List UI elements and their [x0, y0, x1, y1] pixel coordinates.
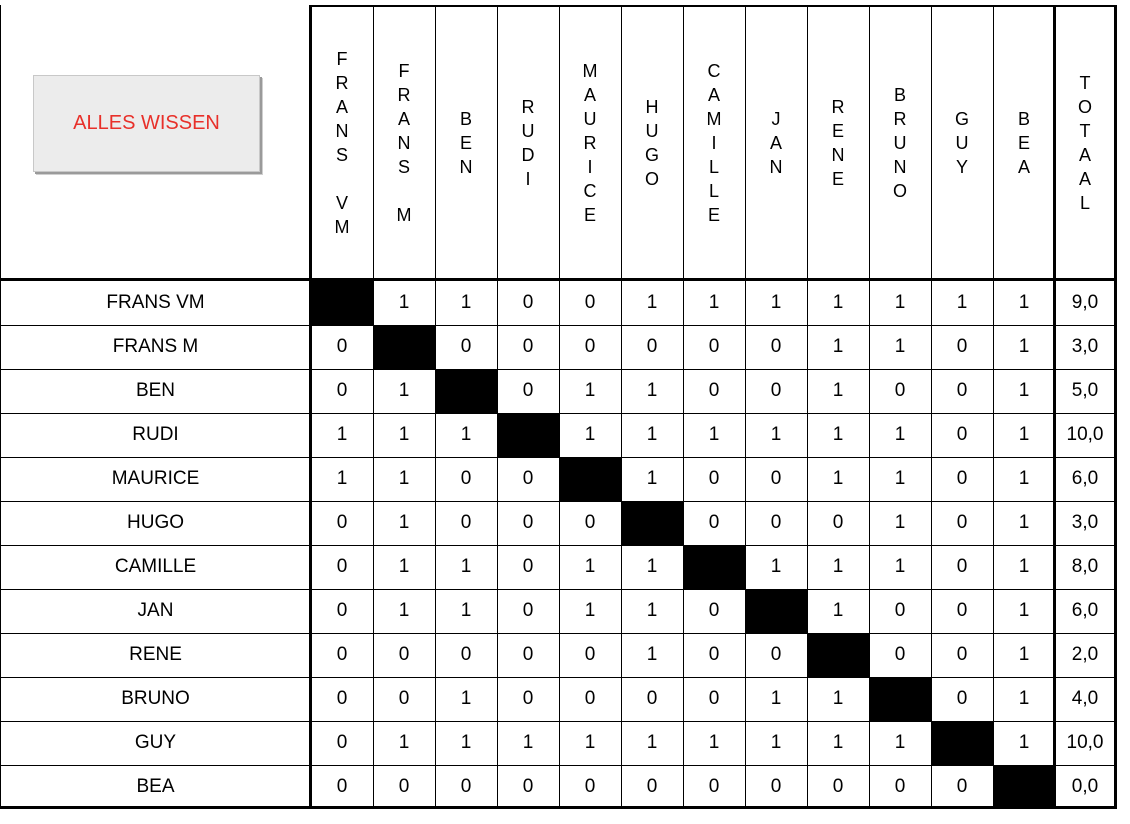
- grid-line: [993, 5, 994, 809]
- grid-line: [1053, 5, 1056, 809]
- score-cell[interactable]: 0: [336, 512, 348, 533]
- score-cell[interactable]: 1: [832, 556, 844, 577]
- score-cell[interactable]: 1: [1018, 336, 1030, 357]
- total-cell: 6,0: [1071, 468, 1099, 489]
- score-cell[interactable]: 1: [832, 688, 844, 709]
- score-cell[interactable]: 1: [460, 424, 472, 445]
- grid-line: [309, 5, 312, 809]
- score-cell[interactable]: 1: [460, 291, 472, 313]
- score-cell[interactable]: 1: [646, 291, 658, 313]
- score-cell[interactable]: 1: [584, 556, 596, 577]
- score-cell[interactable]: 1: [894, 732, 906, 753]
- score-cell[interactable]: 1: [1018, 380, 1030, 401]
- score-cell[interactable]: 1: [336, 468, 348, 489]
- score-cell[interactable]: 1: [398, 380, 410, 401]
- row-name: HUGO: [127, 512, 184, 533]
- column-header: [497, 6, 559, 280]
- score-cell[interactable]: 1: [336, 424, 348, 445]
- grid-line: [0, 5, 1, 280]
- score-cell[interactable]: 0: [956, 775, 968, 797]
- score-cell[interactable]: 0: [522, 600, 534, 621]
- grid-line: [931, 5, 932, 809]
- diagonal-cell: [497, 413, 559, 457]
- grid-line: [435, 5, 436, 809]
- score-cell[interactable]: 1: [708, 424, 720, 445]
- score-cell[interactable]: 1: [770, 732, 782, 753]
- row-name: JAN: [137, 600, 174, 621]
- column-header: [869, 6, 931, 280]
- diagonal-cell: [311, 280, 373, 325]
- row-name: RUDI: [132, 424, 179, 445]
- column-header: [621, 6, 683, 280]
- score-cell[interactable]: 0: [522, 380, 534, 401]
- diagonal-cell: [931, 721, 993, 765]
- total-cell: 8,0: [1071, 556, 1099, 577]
- score-cell[interactable]: 0: [708, 336, 720, 357]
- score-cell[interactable]: 0: [522, 644, 534, 665]
- row-name: CAMILLE: [114, 556, 197, 577]
- score-cell[interactable]: 0: [646, 775, 658, 797]
- score-cell[interactable]: 1: [894, 512, 906, 533]
- score-cell[interactable]: 1: [1018, 688, 1030, 709]
- score-cell[interactable]: 0: [584, 512, 596, 533]
- score-cell[interactable]: 0: [770, 775, 782, 797]
- score-cell[interactable]: 0: [708, 512, 720, 533]
- grid-line: [0, 280, 1, 809]
- column-header: [683, 6, 745, 280]
- column-header-label: T O T A A L: [1077, 73, 1092, 213]
- score-cell[interactable]: 1: [646, 732, 658, 753]
- score-cell[interactable]: 1: [832, 732, 844, 753]
- grid-line: [559, 5, 560, 809]
- grid-line: [807, 5, 808, 809]
- total-cell: 6,0: [1071, 600, 1099, 621]
- total-cell: 10,0: [1066, 424, 1104, 445]
- score-cell[interactable]: 1: [398, 424, 410, 445]
- score-cell[interactable]: 1: [646, 556, 658, 577]
- score-cell[interactable]: 0: [584, 336, 596, 357]
- score-cell[interactable]: 0: [584, 291, 596, 313]
- grid-line: [497, 5, 498, 809]
- column-header-label: R U D I: [521, 97, 535, 189]
- column-header-label: B E A: [1017, 109, 1030, 177]
- score-cell[interactable]: 0: [460, 775, 472, 797]
- row-name: GUY: [134, 732, 177, 753]
- score-cell[interactable]: 1: [584, 380, 596, 401]
- score-cell[interactable]: 1: [770, 688, 782, 709]
- score-cell[interactable]: 1: [646, 380, 658, 401]
- score-cell[interactable]: 1: [398, 291, 410, 313]
- column-header: [931, 6, 993, 280]
- score-cell[interactable]: 0: [956, 424, 968, 445]
- total-cell: 3,0: [1071, 512, 1099, 533]
- score-cell[interactable]: 0: [832, 775, 844, 797]
- score-cell[interactable]: 1: [398, 556, 410, 577]
- score-cell[interactable]: 0: [398, 775, 410, 797]
- grid-line: [1114, 5, 1117, 809]
- row-name: MAURICE: [111, 468, 200, 489]
- score-cell[interactable]: 0: [460, 336, 472, 357]
- score-cell[interactable]: 0: [708, 775, 720, 797]
- row-name: BEN: [135, 380, 176, 401]
- score-cell[interactable]: 0: [894, 600, 906, 621]
- score-cell[interactable]: 1: [1018, 512, 1030, 533]
- diagonal-cell: [869, 677, 931, 721]
- score-cell[interactable]: 0: [894, 775, 906, 797]
- column-header: [745, 6, 807, 280]
- total-cell: 5,0: [1071, 380, 1099, 401]
- score-cell[interactable]: 0: [956, 512, 968, 533]
- score-cell[interactable]: 1: [460, 600, 472, 621]
- clear-all-button[interactable]: ALLES WISSEN: [33, 75, 260, 172]
- score-cell[interactable]: 1: [1018, 644, 1030, 665]
- score-cell[interactable]: 1: [832, 424, 844, 445]
- score-cell[interactable]: 1: [894, 424, 906, 445]
- score-cell[interactable]: 1: [1018, 468, 1030, 489]
- score-cell[interactable]: 0: [522, 291, 534, 313]
- score-cell[interactable]: 1: [832, 380, 844, 401]
- score-cell[interactable]: 1: [646, 468, 658, 489]
- score-cell[interactable]: 0: [460, 468, 472, 489]
- column-header: [559, 6, 621, 280]
- score-cell[interactable]: 1: [522, 732, 534, 753]
- score-cell[interactable]: 0: [956, 688, 968, 709]
- score-cell[interactable]: 0: [584, 775, 596, 797]
- score-cell[interactable]: 0: [336, 380, 348, 401]
- score-cell[interactable]: 1: [584, 424, 596, 445]
- score-cell[interactable]: 1: [894, 556, 906, 577]
- diagonal-cell: [435, 369, 497, 413]
- score-cell[interactable]: 1: [584, 600, 596, 621]
- total-cell: 3,0: [1071, 336, 1099, 357]
- score-cell[interactable]: 1: [646, 600, 658, 621]
- score-cell[interactable]: 1: [1018, 291, 1030, 313]
- score-cell[interactable]: 1: [832, 336, 844, 357]
- diagonal-cell: [993, 765, 1055, 808]
- score-cell[interactable]: 0: [584, 688, 596, 709]
- score-cell[interactable]: 1: [894, 336, 906, 357]
- score-cell[interactable]: 0: [522, 512, 534, 533]
- score-cell[interactable]: 1: [708, 732, 720, 753]
- score-cell[interactable]: 0: [708, 468, 720, 489]
- score-cell[interactable]: 0: [956, 600, 968, 621]
- score-cell[interactable]: 1: [1018, 556, 1030, 577]
- column-header: [807, 6, 869, 280]
- score-cell[interactable]: 0: [522, 775, 534, 797]
- score-cell[interactable]: 0: [894, 644, 906, 665]
- score-cell[interactable]: 0: [770, 512, 782, 533]
- total-cell: 9,0: [1071, 291, 1099, 313]
- column-header-label: F R A N S M: [396, 61, 412, 225]
- score-cell[interactable]: 0: [460, 644, 472, 665]
- column-header-label: H U G O: [644, 97, 659, 189]
- score-cell[interactable]: 0: [398, 688, 410, 709]
- score-cell[interactable]: 0: [770, 380, 782, 401]
- grid-line: [621, 5, 622, 809]
- score-cell[interactable]: 1: [708, 291, 720, 313]
- score-cell[interactable]: 1: [460, 732, 472, 753]
- diagonal-cell: [683, 545, 745, 589]
- score-cell[interactable]: 0: [708, 600, 720, 621]
- score-cell[interactable]: 0: [522, 688, 534, 709]
- diagonal-cell: [745, 589, 807, 633]
- score-cell[interactable]: 1: [770, 556, 782, 577]
- score-cell[interactable]: 1: [460, 688, 472, 709]
- row-name: FRANS VM: [106, 291, 205, 313]
- score-cell[interactable]: 1: [832, 468, 844, 489]
- score-cell[interactable]: 0: [770, 336, 782, 357]
- column-header-label: F R A N S V M: [334, 49, 350, 237]
- row-name: RENE: [129, 644, 182, 665]
- column-header-label: M A U R I C E: [582, 61, 598, 225]
- column-header: [993, 6, 1055, 280]
- row-name: BRUNO: [121, 688, 190, 709]
- score-cell[interactable]: 1: [1018, 600, 1030, 621]
- total-cell: 2,0: [1071, 644, 1099, 665]
- score-cell[interactable]: 0: [522, 468, 534, 489]
- score-cell[interactable]: 0: [336, 600, 348, 621]
- column-header-label: J A N: [769, 109, 783, 177]
- score-cell[interactable]: 0: [770, 468, 782, 489]
- column-header-label: G U Y: [954, 109, 969, 177]
- column-header-label: R E N E: [831, 97, 845, 189]
- score-cell[interactable]: 0: [708, 380, 720, 401]
- score-cell[interactable]: 1: [646, 424, 658, 445]
- score-cell[interactable]: 1: [398, 512, 410, 533]
- score-cell[interactable]: 0: [956, 644, 968, 665]
- score-cell[interactable]: 0: [336, 688, 348, 709]
- diagonal-cell: [807, 633, 869, 677]
- score-cell[interactable]: 1: [584, 732, 596, 753]
- score-cell[interactable]: 0: [956, 468, 968, 489]
- score-cell[interactable]: 0: [336, 336, 348, 357]
- grid-line: [745, 5, 746, 809]
- score-cell[interactable]: 1: [770, 424, 782, 445]
- column-header-label: B R U N O: [892, 85, 907, 201]
- total-cell: 10,0: [1066, 732, 1104, 753]
- score-cell[interactable]: 0: [646, 336, 658, 357]
- score-cell[interactable]: 0: [336, 775, 348, 797]
- column-header-label: B E N: [459, 109, 473, 177]
- score-cell[interactable]: 1: [460, 556, 472, 577]
- score-cell[interactable]: 1: [398, 468, 410, 489]
- score-cell[interactable]: 0: [956, 336, 968, 357]
- score-cell[interactable]: 0: [956, 556, 968, 577]
- column-header: [435, 6, 497, 280]
- column-header: [311, 6, 373, 280]
- diagonal-cell: [373, 325, 435, 369]
- score-cell[interactable]: 1: [832, 600, 844, 621]
- score-cell[interactable]: 0: [708, 688, 720, 709]
- column-header: [373, 6, 435, 280]
- total-cell: 0,0: [1071, 775, 1099, 797]
- column-header-label: C A M I L L E: [706, 61, 722, 225]
- score-cell[interactable]: 1: [1018, 732, 1030, 753]
- score-cell[interactable]: 0: [522, 556, 534, 577]
- score-cell[interactable]: 0: [770, 644, 782, 665]
- score-cell[interactable]: 1: [1018, 424, 1030, 445]
- score-cell[interactable]: 1: [398, 600, 410, 621]
- score-cell[interactable]: 0: [646, 688, 658, 709]
- row-name: BEA: [136, 775, 175, 797]
- row-name: FRANS M: [112, 336, 199, 357]
- score-cell[interactable]: 0: [336, 556, 348, 577]
- score-cell[interactable]: 1: [956, 291, 968, 313]
- grid-line: [683, 5, 684, 809]
- score-cell[interactable]: 0: [336, 644, 348, 665]
- score-cell[interactable]: 1: [646, 644, 658, 665]
- total-cell: 4,0: [1071, 688, 1099, 709]
- score-cell[interactable]: 0: [584, 644, 596, 665]
- grid-line: [869, 5, 870, 809]
- diagonal-cell: [621, 501, 683, 545]
- score-cell[interactable]: 1: [770, 291, 782, 313]
- score-cell[interactable]: 1: [832, 291, 844, 313]
- score-cell[interactable]: 0: [460, 512, 472, 533]
- diagonal-cell: [559, 457, 621, 501]
- score-cell[interactable]: 0: [894, 380, 906, 401]
- column-header: [1055, 6, 1115, 280]
- score-cell[interactable]: 0: [336, 732, 348, 753]
- score-cell[interactable]: 0: [708, 644, 720, 665]
- score-cell[interactable]: 0: [398, 644, 410, 665]
- score-cell[interactable]: 0: [832, 512, 844, 533]
- score-cell[interactable]: 0: [956, 380, 968, 401]
- score-cell[interactable]: 0: [522, 336, 534, 357]
- grid-line: [373, 5, 374, 809]
- score-cell[interactable]: 1: [398, 732, 410, 753]
- score-cell[interactable]: 1: [894, 291, 906, 313]
- score-cell[interactable]: 1: [894, 468, 906, 489]
- grid-line: [311, 5, 1117, 7]
